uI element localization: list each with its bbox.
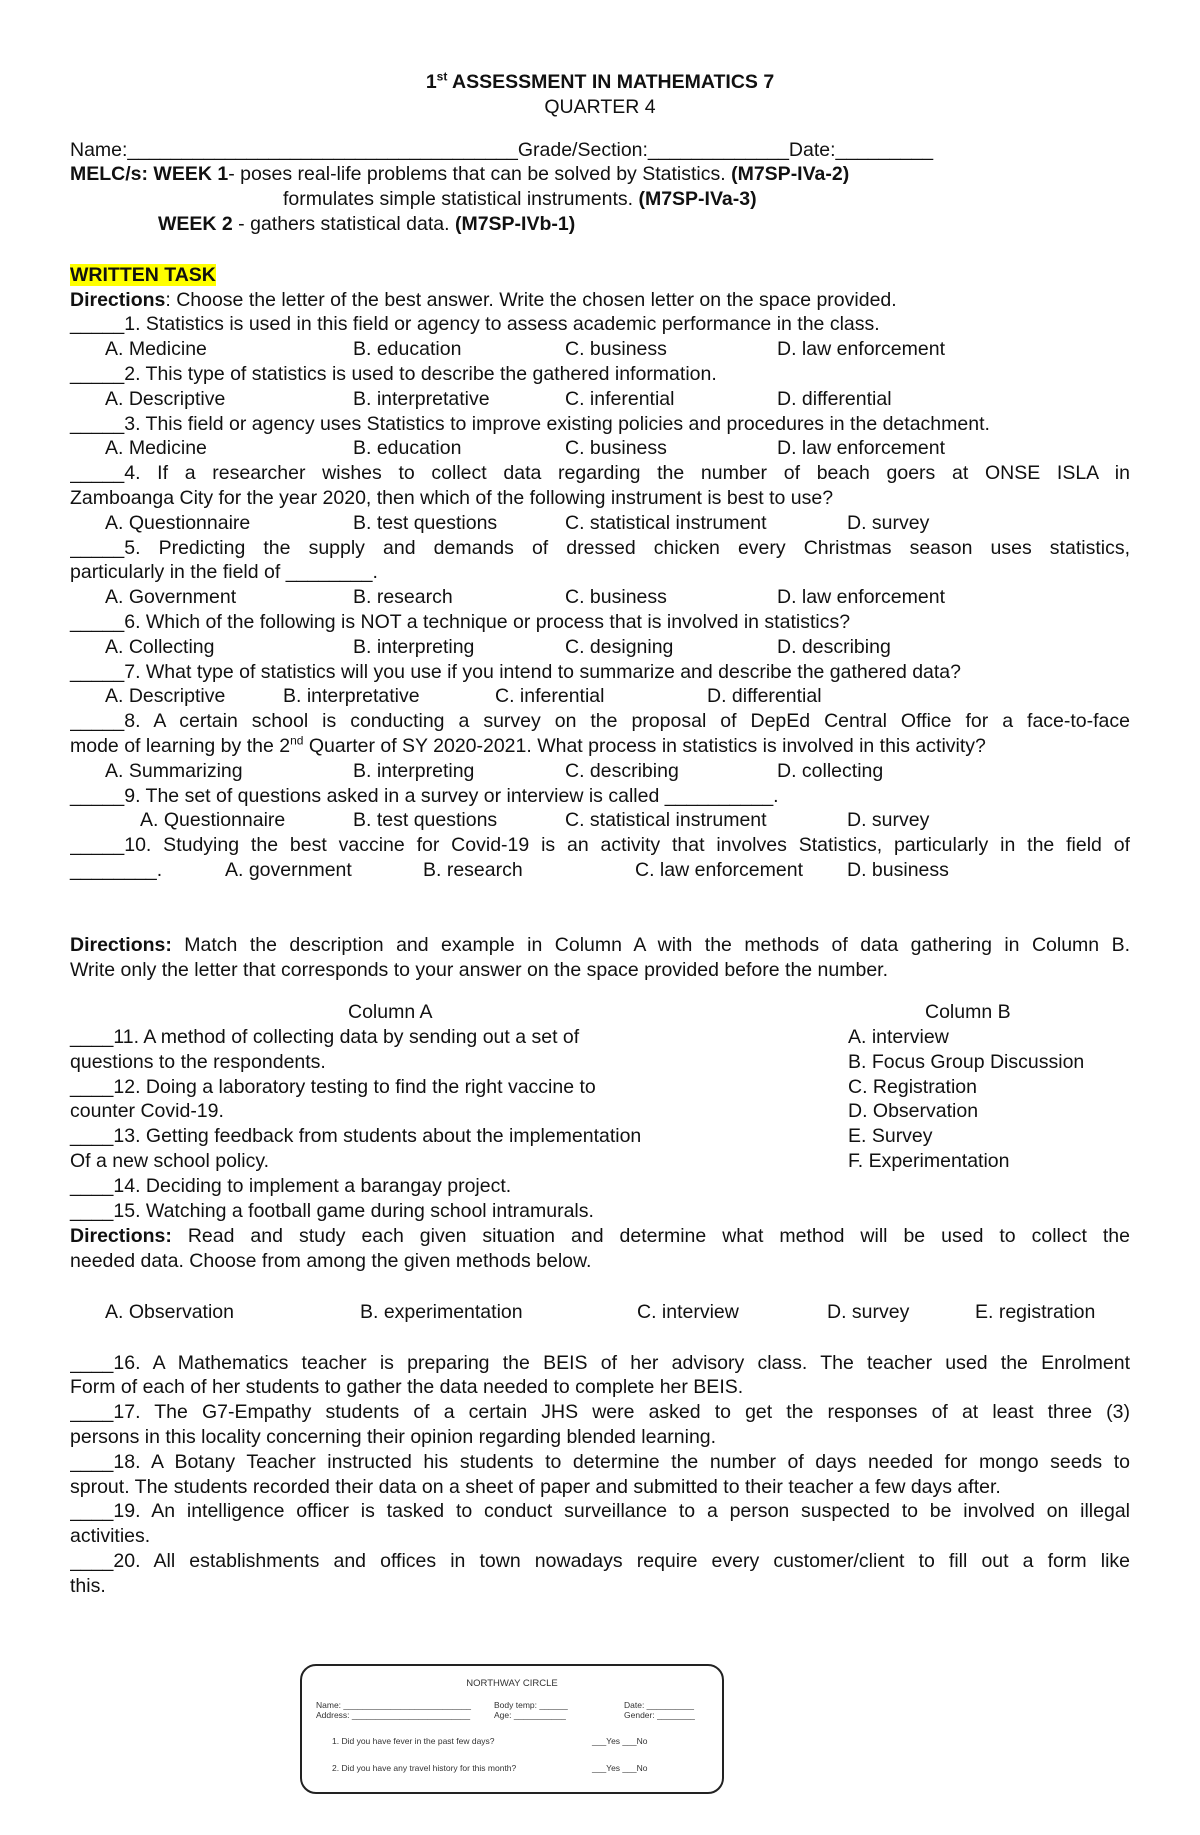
column-b-item: D. Observation (848, 1100, 979, 1123)
question-1: _____1. Statistics is used in this field or agency to assess academic performance in the class. (70, 313, 880, 336)
question-9-options: A. Questionnaire B. test questions C. statistical instrument D. survey (140, 809, 930, 832)
column-a-heading: Column A (348, 1001, 433, 1024)
situations-directions-line2: needed data. Choose from among the given methods below. (70, 1250, 592, 1273)
form-q2-yes-no: ___Yes ___No (592, 1763, 648, 1773)
melc-week1: MELC/s: WEEK 1- poses real-life problems that can be solved by Statistics. (M7SP-IVa-2) (70, 163, 850, 186)
question-5-line1: _____5. Predicting the supply and demands of dressed chicken every Christmas season uses statistics, (70, 536, 1130, 559)
column-a-item: ____11. A method of collecting data by sending out a set of (70, 1026, 580, 1049)
column-a-item: counter Covid-19. (70, 1100, 224, 1123)
column-b-item: F. Experimentation (848, 1150, 1010, 1173)
question-6: _____6. Which of the following is NOT a technique or process that is involved in statistics? (70, 610, 851, 633)
column-b-heading: Column B (925, 1001, 1011, 1024)
question-10-options: ________. A. government B. research C. law enforcement D. business (70, 858, 949, 881)
matching-directions-line1: Directions: Match the description and example in Column A with the methods of data gathering in Column B. (70, 933, 1130, 956)
form-date-field: Date: __________ (624, 1700, 694, 1710)
column-a-item: questions to the respondents. (70, 1050, 326, 1073)
question-18-line2: sprout. The students recorded their data on a sheet of paper and submitted to their teacher a few days after. (70, 1475, 1001, 1498)
form-q1-yes-no: ___Yes ___No (592, 1736, 648, 1746)
column-b-items (848, 1025, 1084, 1174)
question-8-line2: mode of learning by the 2nd Quarter of SY 2020-2021. What process in statistics is involved in this activity? (70, 733, 986, 757)
question-10-line1: _____10. Studying the best vaccine for Covid-19 is an activity that involves Statistics, particularly in the field of (70, 834, 1130, 857)
question-16-line1: ____16. A Mathematics teacher is preparing the BEIS of her advisory class. The teacher used the Enrolment (70, 1351, 1130, 1374)
question-4-options: A. Questionnaire B. test questions C. statistical instrument D. survey (105, 511, 930, 534)
question-19-line2: activities. (70, 1525, 151, 1548)
question-8-options: A. Summarizing B. interpreting C. describing D. collecting (105, 759, 884, 782)
column-b-item: A. interview (848, 1026, 949, 1049)
written-task-heading: WRITTEN TASK (70, 263, 216, 286)
quarter-label: QUARTER 4 (544, 95, 656, 118)
form-age-field: Age: ___________ (494, 1710, 566, 1720)
column-a-item: ____12. Doing a laboratory testing to find the right vaccine to (70, 1075, 596, 1098)
form-question-1: 1. Did you have fever in the past few days? (332, 1736, 495, 1746)
question-18-line1: ____18. A Botany Teacher instructed his students to determine the number of days needed for mongo seeds to (70, 1450, 1130, 1473)
question-20-line1: ____20. All establishments and offices in town nowadays require every customer/client to fill out a form like (70, 1550, 1130, 1573)
question-4-line2: Zamboanga City for the year 2020, then which of the following instrument is best to use? (70, 486, 834, 509)
question-3: _____3. This field or agency uses Statistics to improve existing policies and procedures in the detachment. (70, 412, 990, 435)
question-9: _____9. The set of questions asked in a survey or interview is called __________. (70, 784, 779, 807)
question-16-line2: Form of each of her students to gather the data needed to complete her BEIS. (70, 1376, 744, 1399)
form-gender-field: Gender: ________ (624, 1710, 695, 1720)
page-title: 1st ASSESSMENT IN MATHEMATICS 7 (425, 69, 775, 93)
form-title: NORTHWAY CIRCLE (466, 1678, 558, 1689)
column-a-item: ____13. Getting feedback from students about the implementation (70, 1125, 642, 1148)
question-2: _____2. This type of statistics is used to describe the gathered information. (70, 362, 717, 385)
melc-week2: WEEK 2 - gathers statistical data. (M7SP-IVb-1) (158, 212, 576, 235)
question-20-line2: this. (70, 1574, 106, 1597)
situations-directions-line1: Directions: Read and study each given situation and determine what method will be used to collect the (70, 1225, 1130, 1248)
form-question-2: 2. Did you have any travel history for this month? (332, 1763, 517, 1773)
question-7: _____7. What type of statistics will you use if you intend to summarize and describe the gathered data? (70, 660, 962, 683)
column-a-item: Of a new school policy. (70, 1150, 270, 1173)
melc-week1-b: formulates simple statistical instruments. (M7SP-IVa-3) (283, 188, 757, 211)
question-2-options: A. Descriptive B. interpretative C. inferential D. differential (105, 387, 892, 410)
methods-list: A. Observation B. experimentation C. interview D. survey E. registration (105, 1300, 1096, 1323)
question-3-options: A. Medicine B. education C. business D. law enforcement (105, 437, 945, 460)
question-4-line1: _____4. If a researcher wishes to collect data regarding the number of beach goers at ONSE ISLA in (70, 462, 1130, 485)
name-grade-date-line: Name:____________________________________Grade/Section:_____________Date:_________ (70, 138, 934, 161)
question-17-line2: persons in this locality concerning their opinion regarding blended learning. (70, 1426, 717, 1449)
column-a-items (70, 1025, 641, 1223)
column-b-item: C. Registration (848, 1075, 977, 1098)
form-address-field: Address: _________________________ (316, 1710, 471, 1720)
column-b-item: B. Focus Group Discussion (848, 1050, 1085, 1073)
question-17-line1: ____17. The G7-Empathy students of a certain JHS were asked to get the responses of at least three (3) (70, 1401, 1130, 1424)
question-6-options: A. Collecting B. interpreting C. designing D. describing (105, 635, 891, 658)
form-body-temp-field: Body temp: ______ (494, 1700, 568, 1710)
column-b-item: E. Survey (848, 1125, 933, 1148)
written-task-directions: Directions: Choose the letter of the best answer. Write the chosen letter on the space provided. (70, 288, 897, 311)
question-7-options: A. Descriptive B. interpretative C. inferential D. differential (105, 685, 822, 708)
matching-columns (70, 1000, 1130, 1222)
question-19-line1: ____19. An intelligence officer is tasked to conduct surveillance to a person suspected to be involved on illegal (70, 1500, 1130, 1523)
question-8-line1: _____8. A certain school is conducting a survey on the proposal of DepEd Central Office for a face-to-face (70, 710, 1130, 733)
column-a-item: ____15. Watching a football game during school intramurals. (70, 1199, 594, 1222)
question-5-options: A. Government B. research C. business D. law enforcement (105, 586, 945, 609)
sample-health-form (300, 1664, 724, 1794)
form-name-field: Name: ___________________________ (316, 1700, 472, 1710)
matching-directions-line2: Write only the letter that corresponds to your answer on the space provided before the number. (70, 958, 889, 981)
column-a-item: ____14. Deciding to implement a barangay project. (70, 1174, 512, 1197)
question-1-options: A. Medicine B. education C. business D. law enforcement (105, 338, 945, 361)
question-5-line2: particularly in the field of ________. (70, 561, 378, 584)
assessment-page (70, 70, 1130, 1599)
